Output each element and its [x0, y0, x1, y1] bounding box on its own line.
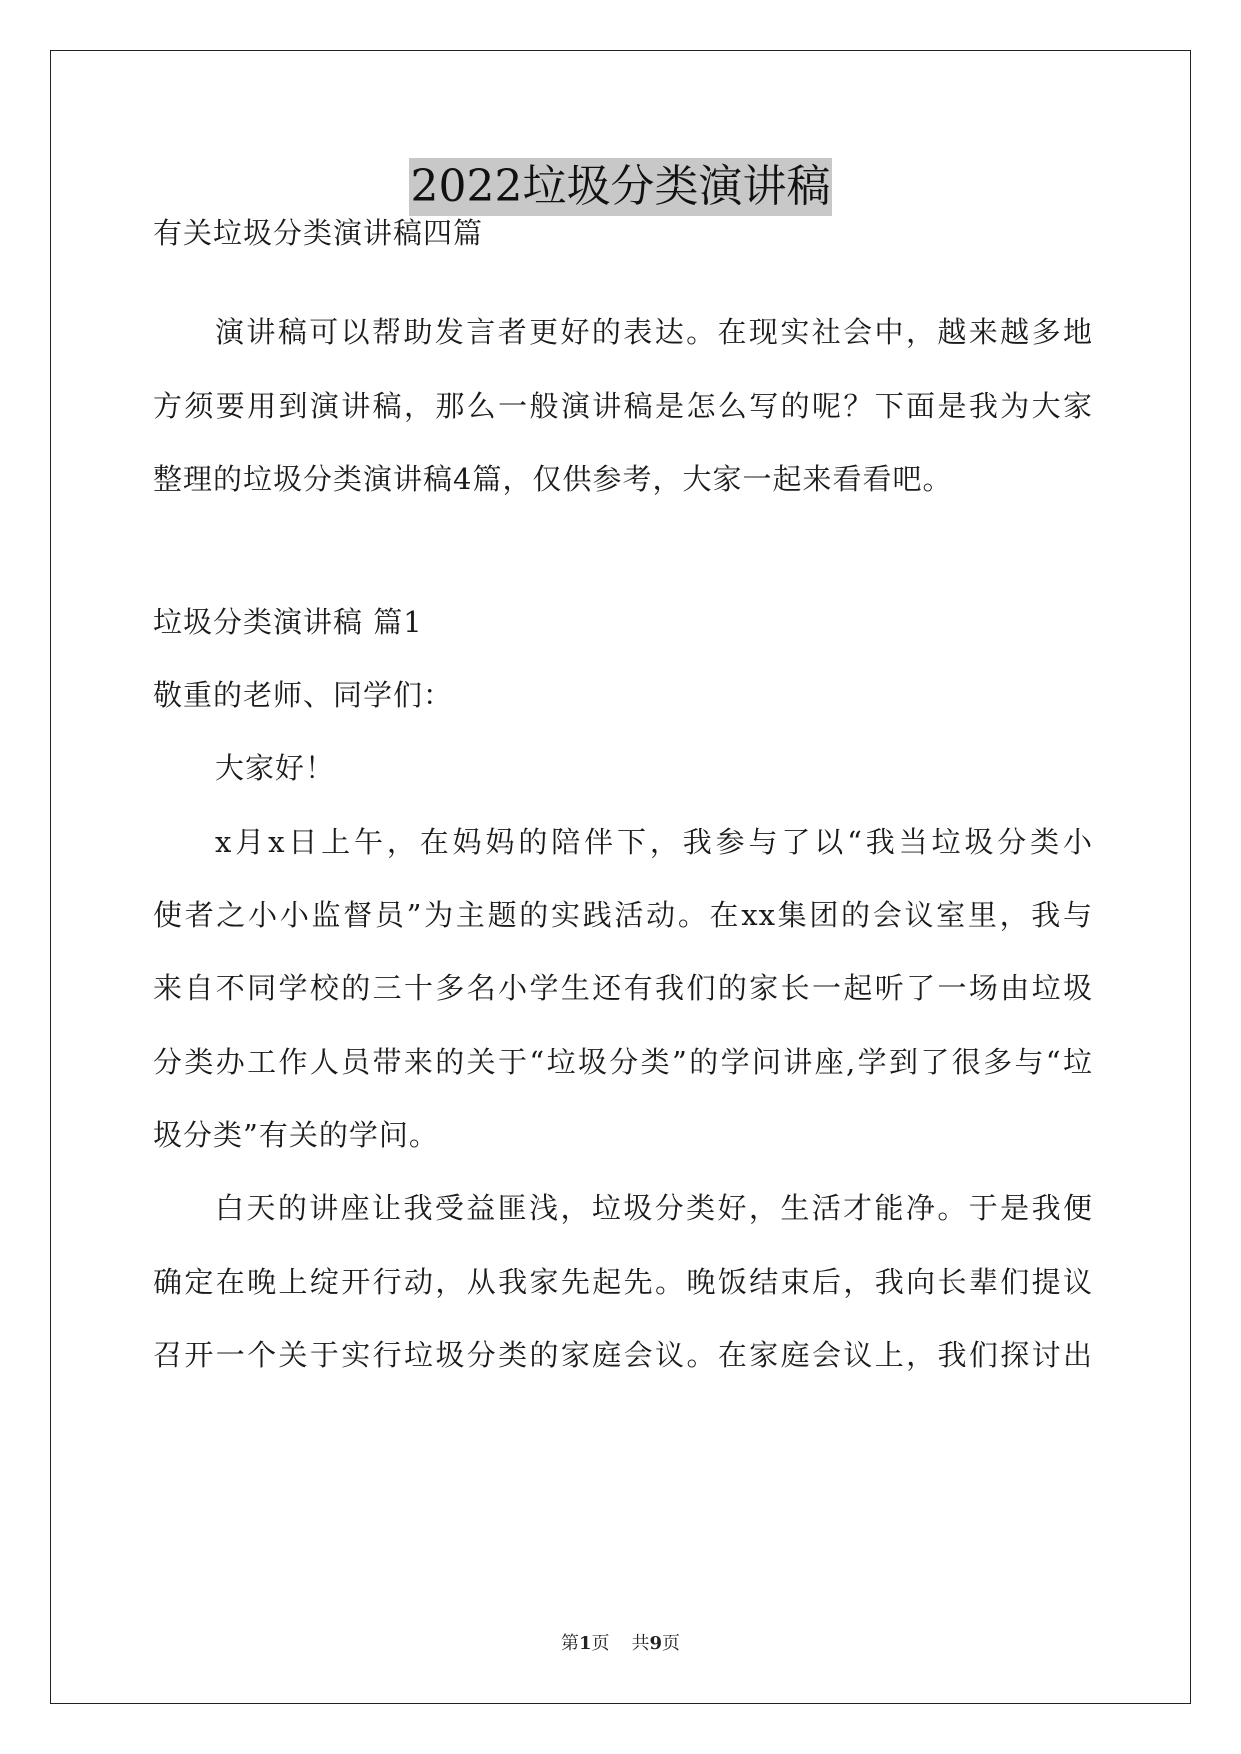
salutation: 敬重的老师、同学们： [153, 678, 454, 712]
title-container [0, 158, 1241, 216]
section-heading: 垃圾分类演讲稿 篇1 [153, 605, 423, 639]
paragraph-line: 使者之小小监督员”为主题的实践活动。在xx集团的会议室里，我与 [153, 898, 1093, 932]
paragraph-line: 来自不同学校的三十多名小学生还有我们的家长一起听了一场由垃圾 [153, 971, 1093, 1005]
page-footer [0, 1629, 1241, 1655]
paragraph-line: 圾分类”有关的学问。 [153, 1118, 439, 1152]
intro-line: 方须要用到演讲稿，那么一般演讲稿是怎么写的呢？下面是我为大家 [153, 389, 1093, 423]
page-suffix: 页 [591, 1633, 610, 1654]
page-border [50, 50, 1191, 1704]
paragraph-line: 分类办工作人员带来的关于“垃圾分类”的学问讲座,学到了很多与“垃 [153, 1045, 1093, 1079]
paragraph-line: 白天的讲座让我受益匪浅，垃圾分类好，生活才能净。于是我便 [215, 1191, 1093, 1225]
greeting: 大家好！ [215, 751, 336, 785]
paragraph-line: 确定在晚上绽开行动，从我家先起先。晚饭结束后，我向长辈们提议 [153, 1265, 1093, 1299]
document-title: 2022垃圾分类演讲稿 [409, 158, 833, 216]
total-prefix: 共 [631, 1633, 650, 1654]
total-page-count: 9 [649, 1633, 663, 1654]
intro-line: 整理的垃圾分类演讲稿4篇，仅供参考，大家一起来看看吧。 [153, 462, 953, 496]
page-prefix: 第 [560, 1633, 579, 1654]
current-page-number: 1 [578, 1633, 592, 1654]
paragraph-line: x月x日上午，在妈妈的陪伴下，我参与了以“我当垃圾分类小 [215, 825, 1093, 859]
paragraph-line: 召开一个关于实行垃圾分类的家庭会议。在家庭会议上，我们探讨出 [153, 1338, 1093, 1372]
total-suffix: 页 [662, 1633, 681, 1654]
intro-line: 演讲稿可以帮助发言者更好的表达。在现实社会中，越来越多地 [215, 315, 1093, 349]
document-subtitle: 有关垃圾分类演讲稿四篇 [153, 216, 484, 250]
